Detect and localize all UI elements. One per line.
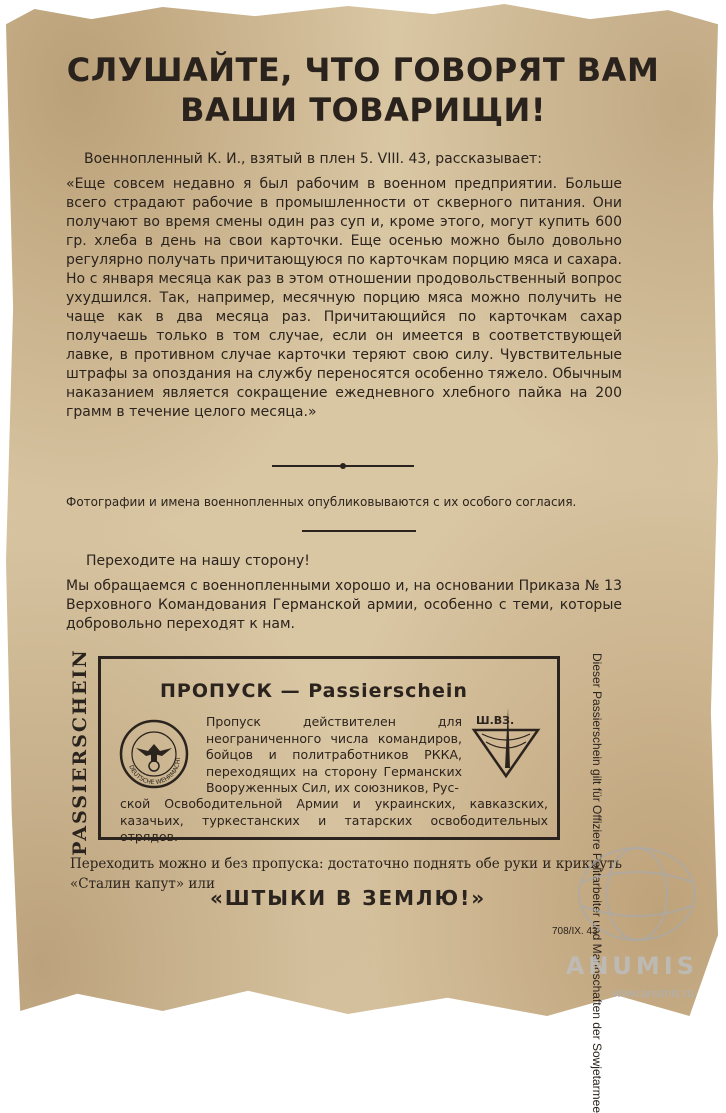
pass-text-bottom: ской Освободительной Армии и украинских, кавказских, казачьих, туркестанских и татарских освободительных отрядов. <box>120 796 548 844</box>
intro-text: Военнопленный К. И., взятый в плен 5. VIII. 43, рассказывает: <box>84 151 542 167</box>
divider-rule-2 <box>302 530 416 532</box>
watermark-globe-icon <box>574 842 700 946</box>
wehrmacht-seal-icon <box>118 718 190 790</box>
print-code: 708/IX. 43 <box>552 926 598 937</box>
divider-dot <box>340 463 346 469</box>
pass-text-top: Пропуск действителен для неограниченного числа командиров, бойцов и политработников РККА, переходящих на сторону Германских Вооруженных Сил, их союзников, Рус- <box>206 714 462 795</box>
passierschein-vertical-label: PASSIERSCHEIN <box>69 648 91 856</box>
treatment-text: Мы обращаемся с военнопленными хорошо и, на основании Приказа № 13 Верховного Командования Германской армии, особенно с теми, которые добровольно переходят к нам. <box>66 578 622 632</box>
shvz-logo-icon <box>470 706 542 780</box>
passierschein-german-note <box>566 656 628 846</box>
bottom-text: Переходить можно и без пропуска: достаточно поднять обе руки и крикнуть «Сталин капут» или <box>70 856 622 892</box>
call-to-cross: Переходите на нашу сторону! <box>86 553 310 569</box>
logo-text: Ш.ВЗ. <box>476 714 515 727</box>
watermark-url: www.anumis.ru <box>612 986 694 1000</box>
watermark-logo: ANUMIS <box>565 952 698 980</box>
pass-title: ПРОПУСК — Passierschein <box>160 680 468 702</box>
leaflet-title <box>0 50 726 130</box>
slogan: «ШТЫКИ В ЗЕМЛЮ!» <box>210 886 487 910</box>
title-line-2: ВАШИ ТОВАРИЩИ! <box>180 91 546 129</box>
prisoner-quote: «Еще совсем недавно я был рабочим в военном предприятии. Больше всего страдают рабочие в промышленности от скверного питания. Они получают во время смены один раз суп и, кроме этого, могут купить 600 гр. хлеба в день на свои карточки. Еще осенью можно было довольно регулярно получать причитающуюся по карточкам порцию мяса и сахара. Но с января месяца как раз в этом отношении продовольственный вопрос ухудшился. Так, например, месячную порцию мяса можно получить не чаще как в два месяца раз. Причитающийся по карточкам сахар получаешь только в том случае, если он имеется в соответствующей лавке, в противном случае карточки теряют свою силу. Чувствительные штрафы за опоздания на службу переносятся особенно тяжело. Обычным наказанием является сокращение ежедневного хлебного пайка на 200 грамм в течение целого месяца.» <box>66 176 622 420</box>
title-line-1: СЛУШАЙТЕ, ЧТО ГОВОРЯТ ВАМ <box>66 51 660 89</box>
photo-note: Фотографии и имена военнопленных опубликовываются с их особого согласия. <box>66 495 577 509</box>
seal-text: DEUTSCHE WEHRMACHT <box>127 756 183 787</box>
